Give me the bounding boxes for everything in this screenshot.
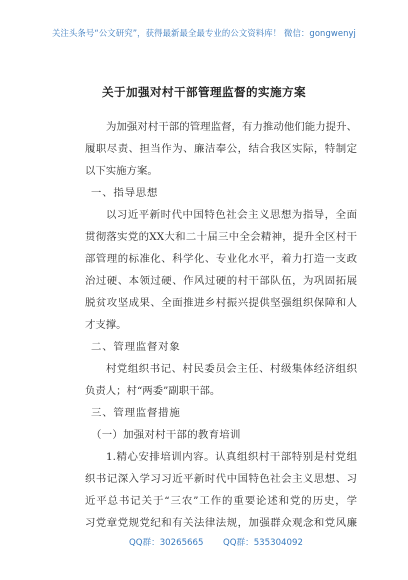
section-heading-supervision-measures: 三、管理监督措施 [91, 407, 181, 419]
paragraph-line: 脱贫攻坚成果、全面推进乡村振兴提供坚强组织保障和人 [85, 297, 357, 309]
paragraph-line: 贯彻落实党的XX大和二十届三中全会精神，提升全区村干 [85, 231, 357, 243]
section-heading-supervision-targets: 二、管理监督对象 [91, 341, 181, 353]
section-heading-guiding-thought: 一、指导思想 [91, 187, 159, 199]
section-paragraph-education-training [85, 446, 357, 534]
paragraph-line: 织书记深入学习习近平新时代中国特色社会主义思想、习 [85, 473, 357, 485]
header-banner: 关注头条号“公文研究”，获得最新最全最专业的公文资料库！ 微信：gongwenyj [52, 28, 356, 38]
paragraph-line: 近平总书记关于“三农”工作的重要论述和党的历史，学 [85, 495, 357, 507]
paragraph-line: 治过硬、本领过硬、作风过硬的村干部队伍，为巩固拓展 [85, 275, 357, 287]
intro-paragraph [85, 116, 357, 182]
paragraph-line: 部管理的标准化、科学化、专业化水平，着力打造一支政 [85, 253, 357, 265]
qq-group-2: QQ群：535304092 [223, 538, 303, 548]
intro-line: 履职尽责、担当作为、廉洁奉公，结合我区实际，特制定 [85, 143, 357, 155]
paragraph-line: 负责人；村“两委”副职干部。 [85, 385, 221, 397]
intro-line: 以下实施方案。 [85, 165, 158, 177]
footer-contact [0, 536, 408, 550]
subsection-heading-education-training: （一）加强对村干部的教育培训 [91, 429, 241, 441]
intro-line: 为加强对村干部的管理监督，有力推动他们能力提升、 [106, 121, 357, 133]
qq-group-1: QQ群：30265665 [129, 538, 204, 548]
paragraph-line: 习党章党规党纪和有关法律法规，加强群众观念和党风廉 [85, 517, 357, 529]
paragraph-line: 村党组织书记、村民委员会主任、村级集体经济组织 [106, 363, 357, 375]
document-title: 关于加强对村干部管理监督的实施方案 [102, 85, 306, 99]
paragraph-line: 才支撑。 [85, 319, 127, 331]
paragraph-line: 1.精心安排培训内容。认真组织村干部特别是村党组 [106, 451, 357, 463]
paragraph-line: 以习近平新时代中国特色社会主义思想为指导，全面 [106, 209, 357, 221]
section-paragraph-guiding-thought [85, 204, 357, 336]
section-paragraph-supervision-targets [85, 358, 357, 402]
